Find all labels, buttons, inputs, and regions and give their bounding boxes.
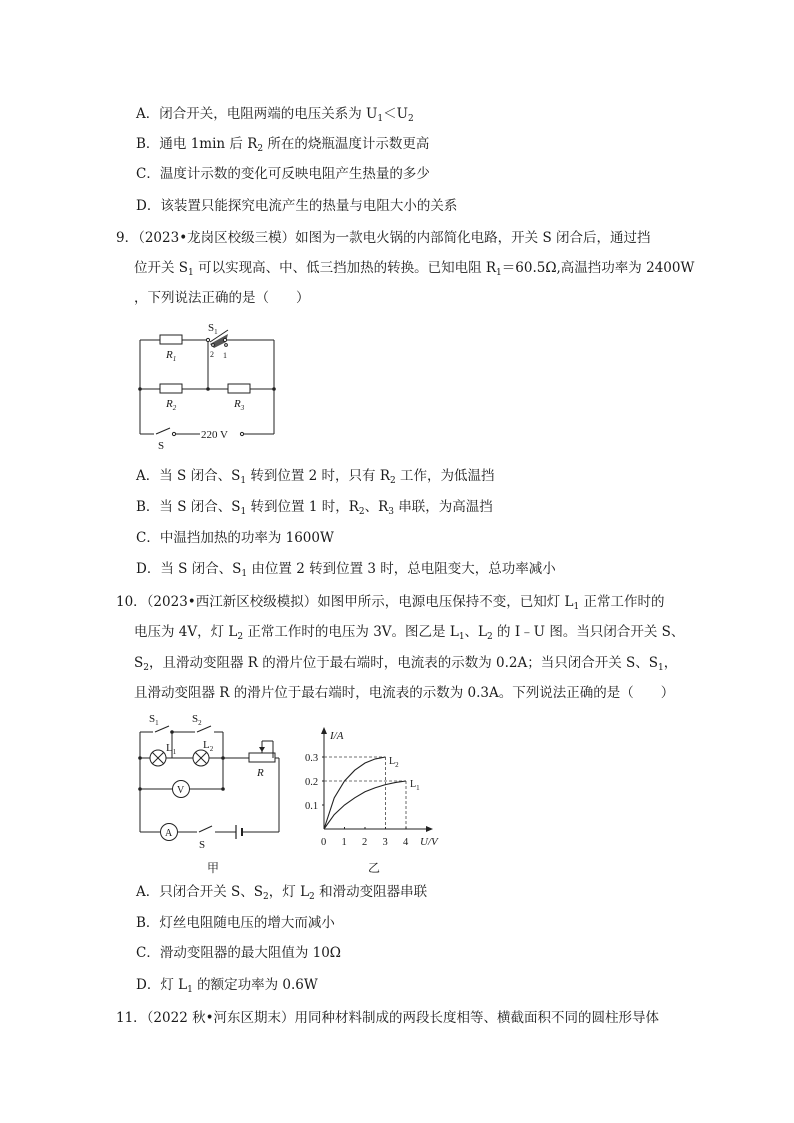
- l2-curve-label: $L_2$: [389, 756, 399, 769]
- s-label: S: [158, 440, 165, 452]
- x-tick-label: 2: [362, 837, 368, 848]
- x-tick-label: 0: [321, 837, 327, 848]
- q10-option-d: D．灯 $L_1$ 的额定功率为 0.6W: [136, 977, 318, 995]
- q9-stem-line2: 位开关 $S_1$ 可以实现高、中、低三挡加热的转换。已知电阻 $R_1=60.5\Omega$,高温挡功率为 2400W: [134, 260, 695, 278]
- q8-option-a: A．闭合开关，电阻两端的电压关系为 $U_1<U_2$: [136, 106, 414, 124]
- q10-circuit-diagram: [135, 710, 285, 880]
- s2-label: $S_2$: [192, 713, 202, 727]
- rheostat-label: R: [257, 767, 264, 779]
- x-tick-label: 3: [382, 837, 388, 848]
- q8-option-d: D．该装置只能探究电流产生的热量与电阻大小的关系: [136, 198, 458, 214]
- l1-label: $L_1$: [166, 742, 177, 756]
- voltage-label: 220 V: [201, 429, 228, 441]
- figure-caption-jia: 甲: [207, 861, 220, 875]
- r1-label: $R_1$: [166, 349, 177, 363]
- y-axis-arrow: [321, 727, 327, 734]
- s-label: S: [199, 839, 206, 851]
- y-axis-label: I/A: [330, 730, 344, 742]
- rheostat-slider-arrow: [259, 747, 265, 752]
- q9-option-d: D．当 S 闭合、$S_1$ 由位置 2 转到位置 3 时，总电阻变大，总功率减小: [136, 561, 556, 579]
- r2-label: $R_2$: [166, 398, 177, 412]
- x-tick-label: 1: [341, 837, 347, 848]
- figure-caption-yi: 乙: [368, 861, 381, 875]
- q10-stem-line1: 10．（2023•西江新区校级模拟）如图甲所示，电源电压保持不变，已知灯 $L_1$ 正常工作时的: [116, 594, 665, 612]
- x-axis-label: U/V: [420, 836, 438, 848]
- s1-position-2-label: 2: [210, 350, 214, 359]
- q9-option-b: B．当 S 闭合、$S_1$ 转到位置 1 时，$R_2$、$R_3$ 串联，为高温挡: [136, 499, 493, 517]
- r3-label: $R_3$: [234, 398, 245, 412]
- x-axis-arrow: [426, 826, 433, 832]
- s1-label: $S_1$: [149, 713, 159, 727]
- s1-position-1-label: 1: [223, 351, 227, 360]
- q9-option-c: C．中温挡加热的功率为 1600W: [136, 530, 334, 546]
- q8-option-b: B．通电 1min 后 $R_2$ 所在的烧瓶温度计示数更高: [136, 136, 430, 154]
- q10-stem-line2: 电压为 4V，灯 $L_2$ 正常工作时的电压为 3V。图乙是 $L_1$、$L_2$ 的 I﹣U 图。当只闭合开关 S、: [134, 624, 685, 642]
- q10-iu-graph: [300, 722, 450, 880]
- q10-stem-line4: 且滑动变阻器 R 的滑片位于最右端时，电流表的示数为 0.3A。下列说法正确的是（ ）: [134, 685, 675, 701]
- q9-stem-line3: ，下列说法正确的是（ ）: [134, 290, 310, 306]
- y-tick-label: 0.2: [305, 777, 319, 788]
- q11-stem-line1: 11．（2022 秋•河东区期末）用同种材料制成的两段长度相等、横截面积不同的圆柱形导体: [116, 1010, 660, 1026]
- curve-l1: [324, 781, 406, 829]
- y-tick-label: 0.1: [305, 801, 319, 812]
- s1-label: $S_1$: [208, 322, 218, 336]
- curve-l2: [324, 757, 386, 829]
- y-tick-label: 0.3: [305, 753, 319, 764]
- q10-option-c: C．滑动变阻器的最大阻值为 10Ω: [136, 945, 341, 961]
- q9-stem-line1: 9．（2023•龙岗区校级三模）如图为一款电火锅的内部简化电路，开关 S 闭合后，通过挡: [116, 230, 651, 246]
- q10-stem-line3: $S_2$，且滑动变阻器 R 的滑片位于最右端时，电流表的示数为 0.2A；当只闭合开关 S、$S_1$，: [134, 655, 678, 673]
- q8-option-c: C．温度计示数的变化可反映电阻产生热量的多少: [136, 166, 430, 182]
- q9-option-a: A．当 S 闭合、$S_1$ 转到位置 2 时，只有 $R_2$ 工作，为低温挡: [136, 468, 495, 486]
- voltmeter-label: V: [177, 785, 185, 796]
- q10-option-a: A．只闭合开关 S、$S_2$，灯 $L_2$ 和滑动变阻器串联: [136, 884, 428, 902]
- x-tick-label: 4: [403, 837, 409, 848]
- l2-label: $L_2$: [203, 739, 214, 753]
- q10-option-b: B．灯丝电阻随电压的增大而减小: [136, 915, 335, 931]
- l1-curve-label: $L_1$: [410, 779, 420, 792]
- ammeter-label: A: [165, 828, 173, 839]
- q9-circuit-diagram: [130, 318, 280, 458]
